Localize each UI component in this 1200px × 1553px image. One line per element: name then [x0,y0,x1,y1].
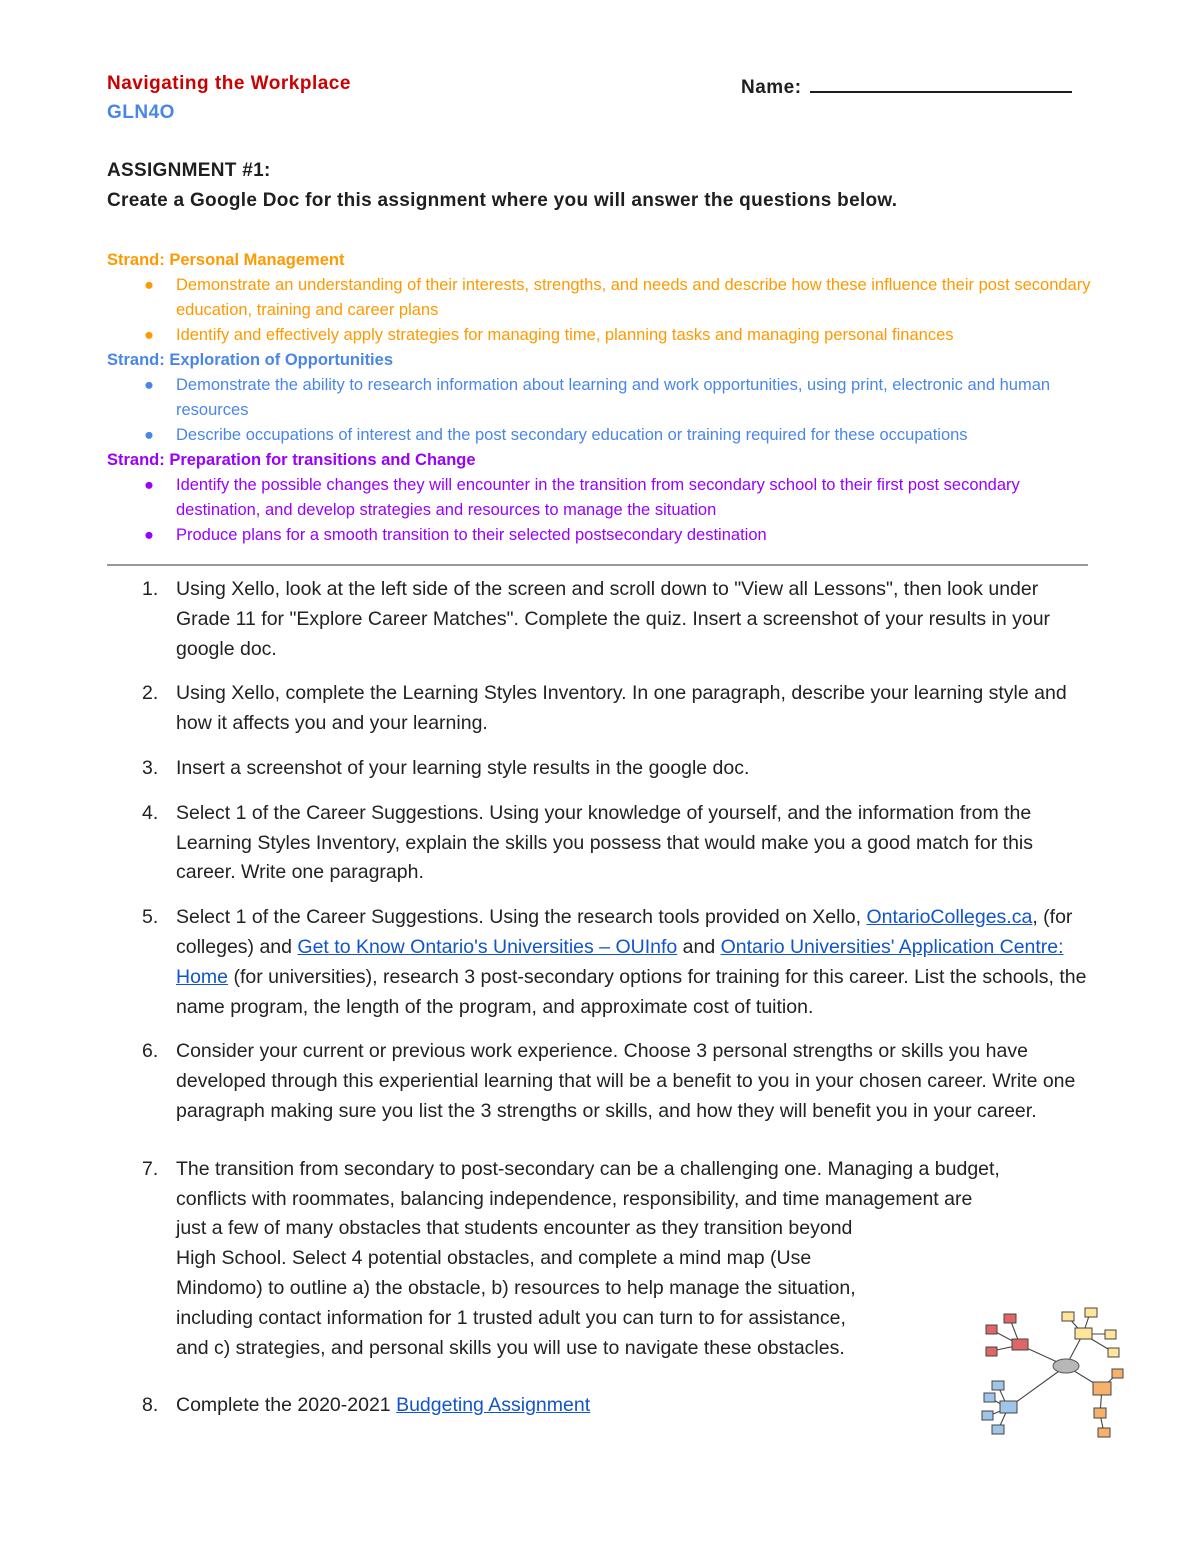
question-2 [107,679,1097,739]
horizontal-divider [107,564,1088,566]
question-text-line: Mindomo) to outline a) the obstacle, b) resources to help manage the situation, [176,1276,856,1299]
name-blank-line [810,73,1072,93]
question-number: 1. [142,578,159,600]
name-label: Name: [741,77,802,98]
question-number: 2. [142,682,159,705]
question-text-line: High School. Select 4 potential obstacles, and complete a mind map (Use [176,1247,812,1270]
expectation-text: Identify and effectively apply strategies for managing time, planning tasks and managing personal finances [176,326,954,344]
question-text-line: just a few of many obstacles that students encounter as they transition beyond [176,1217,853,1240]
assignment-heading: ASSIGNMENT #1: [107,160,271,181]
strand-expectations [107,473,1097,548]
expectation-text: Demonstrate the ability to research information about learning and work opportunities, using print, electronic and human resources [176,376,1051,419]
question-1 [107,575,1097,664]
question-number: 6. [142,1040,159,1063]
question-7 [107,1155,1097,1364]
list-item [107,323,1097,348]
question-text: Insert a screenshot of your learning style results in the google doc. [176,756,750,779]
budgeting-assignment-link[interactable]: Budgeting Assignment [396,1394,591,1417]
ontariocolleges-link[interactable]: OntarioColleges.ca [866,906,1033,929]
question-text: Using Xello, look at the left side of the screen and scroll down to "View all Lessons", then look under Grade 11 for "Explore Career Matches". Complete the quiz. Insert a screenshot of your results in your google doc. [176,578,1051,660]
expectation-text: Demonstrate an understanding of their interests, strengths, and needs and describe how these influence their post secondary education, training and career plans [176,276,1091,319]
question-4 [107,799,1097,888]
list-item [107,473,1097,523]
question-number: 7. [142,1157,159,1180]
ouinfo-link[interactable]: Get to Know Ontario's Universities – OUInfo [297,935,678,958]
list-item [107,523,1097,548]
question-number: 3. [142,756,159,779]
name-field [741,73,1072,99]
mind-map-illustration [980,1304,1126,1444]
question-text: Select 1 of the Career Suggestions. Using the research tools provided on Xello, [176,906,867,929]
course-title: Navigating the Workplace [107,73,351,94]
question-text-line: including contact information for 1 trusted adult you can turn to for assistance, [176,1306,846,1329]
strand-preparation-for-transitions [107,448,1097,548]
list-item [107,373,1097,423]
question-number: 5. [142,906,159,929]
strand-title: Strand: Personal Management [107,251,345,269]
questions-list [107,575,1097,1436]
question-text-line: The transition from secondary to post-secondary can be a challenging one. Managing a budget, [176,1157,1000,1180]
question-text: Consider your current or previous work experience. Choose 3 personal strengths or skills you have developed through this experiential learning that will be a benefit to you in your chosen career. Write one paragraph making sure you list the 3 strengths or skills, and how they will benefit you in your career. [176,1040,1076,1122]
strand-exploration-of-opportunities [107,348,1097,448]
bullet-icon: ● [144,376,154,394]
ouac-link[interactable]: Ontario Universities' Application Centre: Home [176,935,1064,988]
question-number: 8. [142,1394,159,1417]
strand-title: Strand: Preparation for transitions and Change [107,451,476,469]
strand-expectations [107,373,1097,448]
expectation-text: Describe occupations of interest and the post secondary education or training required for these occupations [176,426,968,444]
bullet-icon: ● [144,276,154,294]
question-6 [107,1037,1097,1126]
assignment-instruction: Create a Google Doc for this assignment where you will answer the questions below. [107,190,898,211]
list-item [107,423,1097,448]
list-item [107,273,1097,323]
bullet-icon: ● [144,426,154,444]
question-8 [107,1391,1097,1421]
question-text: Complete the 2020-2021 [176,1394,397,1417]
question-text: and [677,935,721,958]
question-text-line: conflicts with roommates, balancing independence, responsibility, and time management are [176,1187,973,1210]
question-5 [107,903,1097,1022]
strand-title: Strand: Exploration of Opportunities [107,351,393,369]
bullet-icon: ● [144,526,154,544]
question-text: , (for colleges) and [176,906,1073,958]
strand-expectations [107,273,1097,348]
bullet-icon: ● [144,476,154,494]
course-code: GLN4O [107,102,175,123]
bullet-icon: ● [144,326,154,344]
strands-section [107,248,1097,548]
strand-personal-management [107,248,1097,348]
expectation-text: Identify the possible changes they will encounter in the transition from secondary school to their first post secondary destination, and develop strategies and resources to manage the situation [176,476,1020,519]
question-3 [107,754,1097,784]
question-number: 4. [142,801,159,824]
question-text-line: and c) strategies, and personal skills you will use to navigate these obstacles. [176,1336,845,1359]
expectation-text: Produce plans for a smooth transition to their selected postsecondary destination [176,526,767,544]
question-text: (for universities), research 3 post-secondary options for training for this career. List the schools, the name program, the length of the program, and approximate cost of tuition. [176,965,1087,1018]
question-text: Select 1 of the Career Suggestions. Using your knowledge of yourself, and the information from the Learning Styles Inventory, explain the skills you possess that would make you a good match for this career. Write one paragraph. [176,801,1034,884]
question-text: Using Xello, complete the Learning Styles Inventory. In one paragraph, describe your learning style and how it affects you and your learning. [176,682,1067,735]
